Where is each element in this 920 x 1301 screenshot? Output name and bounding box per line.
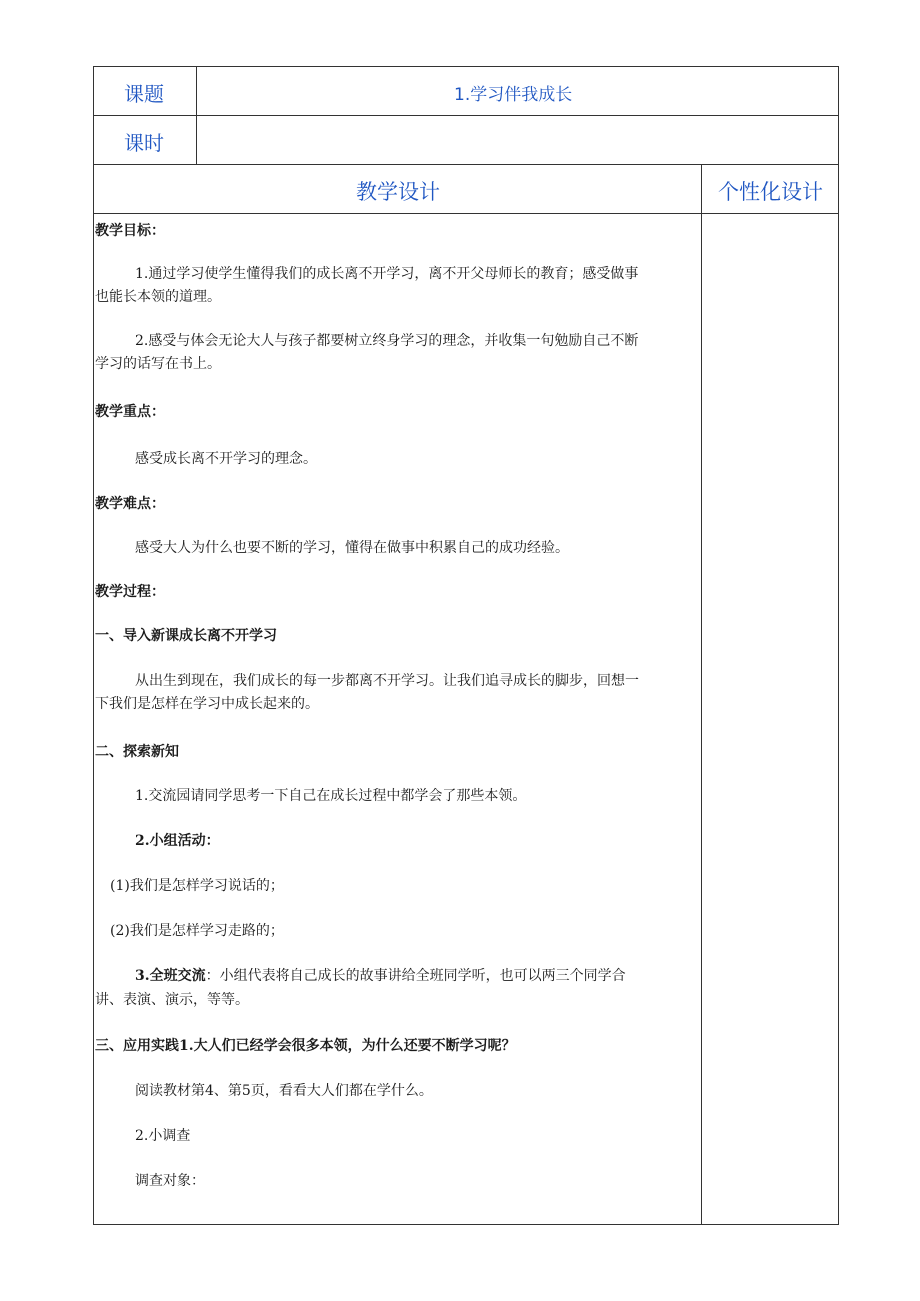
section-2-heading: 二、探索新知 (95, 744, 179, 760)
class-exchange-line-2: 讲、表演、演示，等等。 (95, 992, 249, 1008)
key-point-text: 感受成长离不开学习的理念。 (135, 451, 317, 467)
class-exchange-line-1 (135, 966, 739, 986)
row-divider-3 (94, 213, 838, 214)
class-exchange-text: ：小组代表将自己成长的故事讲给全班同学听，也可以两三个同学合 (205, 968, 626, 984)
difficulty-heading: 教学难点： (95, 496, 165, 512)
lesson-plan-table (93, 66, 839, 1225)
label-column-divider (196, 67, 197, 164)
period-label: 课时 (124, 131, 164, 155)
key-point-heading: 教学重点： (95, 404, 165, 420)
topic-label: 课题 (124, 82, 164, 106)
section-1-line-2: 下我们是怎样在学习中成长起来的。 (95, 696, 319, 712)
survey-target-item: 调查对象： (135, 1173, 205, 1189)
objective-1-line-2: 也能长本领的道理。 (95, 289, 221, 305)
row-divider-2 (94, 164, 838, 165)
group-activity-item: 2.小组活动： (135, 833, 220, 849)
objectives-heading: 教学目标： (95, 223, 165, 239)
personal-column-divider (701, 164, 702, 1224)
objective-2-line-1: 2.感受与体会无论大人与孩子都要树立终身学习的理念，并收集一句勉励自己不断 (135, 333, 639, 349)
personalized-design-heading: 个性化设计 (718, 180, 823, 204)
section-1-heading: 一、导入新课成长离不开学习 (95, 628, 277, 644)
survey-item: 2.小调查 (135, 1128, 191, 1144)
teaching-design-heading: 教学设计 (356, 180, 440, 204)
difficulty-text: 感受大人为什么也要不断的学习，懂得在做事中积累自己的成功经验。 (135, 540, 569, 556)
activity-sub-item-2: (2)我们是怎样学习走路的； (110, 923, 284, 939)
activity-sub-item-1: (1)我们是怎样学习说话的； (110, 878, 284, 894)
row-divider-1 (94, 115, 838, 116)
exchange-garden-item: 1.交流园请同学思考一下自己在成长过程中都学会了那些本领。 (135, 788, 527, 804)
section-1-line-1: 从出生到现在，我们成长的每一步都离不开学习。让我们追寻成长的脚步，回想一 (135, 673, 639, 689)
process-heading: 教学过程： (95, 584, 165, 600)
topic-value: 1.学习伴我成长 (454, 85, 573, 105)
objective-2-line-2: 学习的话写在书上。 (95, 356, 221, 372)
class-exchange-lead: 3.全班交流 (135, 968, 206, 984)
section-3-heading: 三、应用实践1.大人们已经学会很多本领，为什么还要不断学习呢？ (95, 1038, 516, 1054)
reading-task: 阅读教材第4、第5页，看看大人们都在学什么。 (135, 1083, 433, 1099)
objective-1-line-1: 1.通过学习使学生懂得我们的成长离不开学习，离不开父母师长的教育；感受做事 (135, 266, 639, 282)
